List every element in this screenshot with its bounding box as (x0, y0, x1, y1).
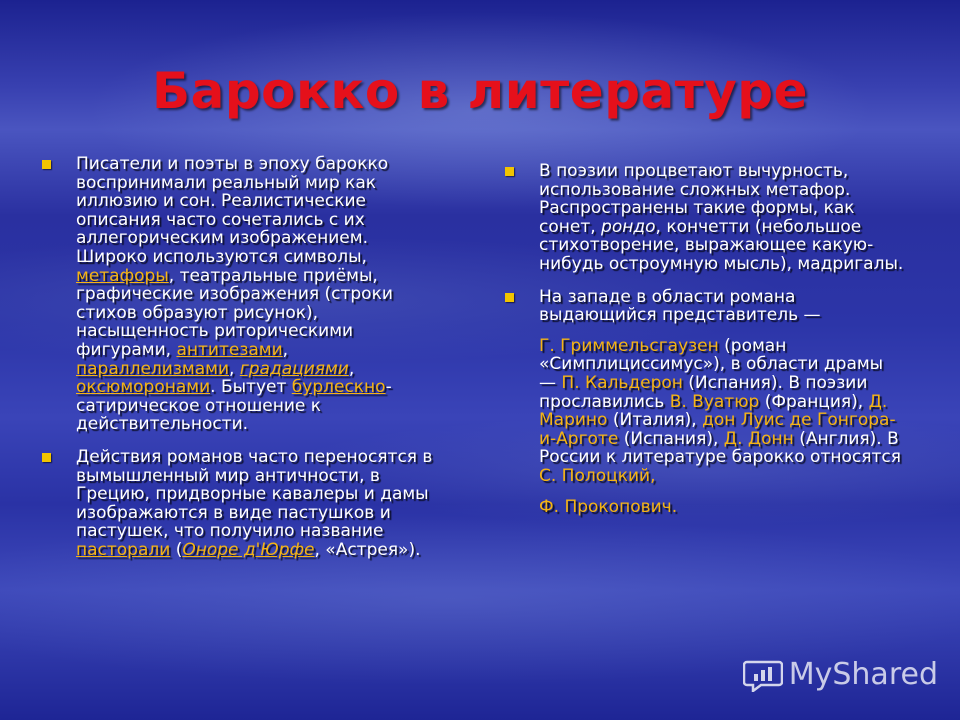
name-calderon: П. Кальдерон (561, 372, 683, 393)
link-pastoral[interactable]: пасторали (76, 539, 171, 560)
paragraph-prokopovich (539, 498, 905, 517)
name-marino: Д. Марино (539, 391, 888, 431)
name-donne: Д. Донн (723, 428, 794, 449)
name-voiture: В. Вуатюр (669, 391, 760, 412)
link-oxymorons[interactable]: оксюморонами (76, 377, 211, 398)
paragraph-baroque-writers: Писатели и поэты в эпоху барокко воспринимали реальный мир как иллюзию и сон. Реалистические описания часто сочетались с их аллегорическим изображением. Широко используются символы, метафоры, театральные приёмы, графические изображения (строки стихов образуют рисунок), насыщенность риторическими фигурами, антитезами, параллелизмами, градациями, оксюморонами. Бытует бурлескно-сатирическое отношение к действительности. (76, 154, 393, 435)
square-bullet-icon (505, 167, 514, 176)
bullet-item (42, 448, 442, 560)
paragraph-novel-west: На западе в области романа выдающийся представитель — (539, 286, 821, 326)
watermark-text: MyShared (788, 657, 938, 692)
bullet-item (42, 155, 442, 434)
name-grimmelshausen: Г. Гриммельсгаузен (539, 335, 719, 356)
square-bullet-icon (42, 453, 51, 462)
link-burlesque[interactable]: бурлескно (291, 377, 386, 398)
name-prokopovich: Ф. Прокопович. (539, 496, 678, 517)
myshared-watermark (743, 657, 938, 692)
link-parallelisms[interactable]: параллелизмами (76, 358, 229, 379)
square-bullet-icon (505, 293, 514, 302)
right-column (505, 162, 905, 516)
name-polotsky: С. Полоцкий, (539, 465, 656, 486)
myshared-logo-icon (743, 658, 783, 692)
paragraph-representatives: Г. Гриммельсгаузен (роман «Симплициссимус»), в области драмы — П. Кальдерон (Испания). В поэзии прославились В. Вуатюр (Франция), Д. Марино (Италия), дон Луис де Гонгора-и-Арготе (Испания), Д. Донн (Англия). В России к литературе барокко относятся С. Полоцкий, (539, 335, 901, 486)
left-column (42, 155, 442, 573)
link-honore-durfe[interactable]: Оноре д'Юрфе (182, 539, 315, 560)
link-metaphors[interactable]: метафоры (76, 265, 169, 286)
bullet-item (505, 288, 905, 325)
link-gradations[interactable]: градациями (239, 358, 349, 379)
square-bullet-icon (42, 160, 51, 169)
name-gongora: дон Луис де Гонгора-и-Арготе (539, 410, 896, 449)
paragraph-novels: Действия романов часто переносятся в вымышленный мир античности, в Грецию, придворные кавалеры и дамы изображаются в виде пастушков и пастушек, что получило название пасторали (Оноре д'Юрфе, «Астрея»). (76, 446, 433, 560)
bullet-item (505, 162, 905, 274)
slide-title: Барокко в литературе (151, 62, 809, 120)
paragraph-poetry: В поэзии процветают вычурность, использование сложных метафор. Распространены такие формы, как сонет, рондо, кончетти (небольшое стихотворение, выражающее какую-нибудь остроумную мысль), мадригалы. (539, 161, 904, 274)
link-antitheses[interactable]: антитезами (176, 339, 283, 360)
